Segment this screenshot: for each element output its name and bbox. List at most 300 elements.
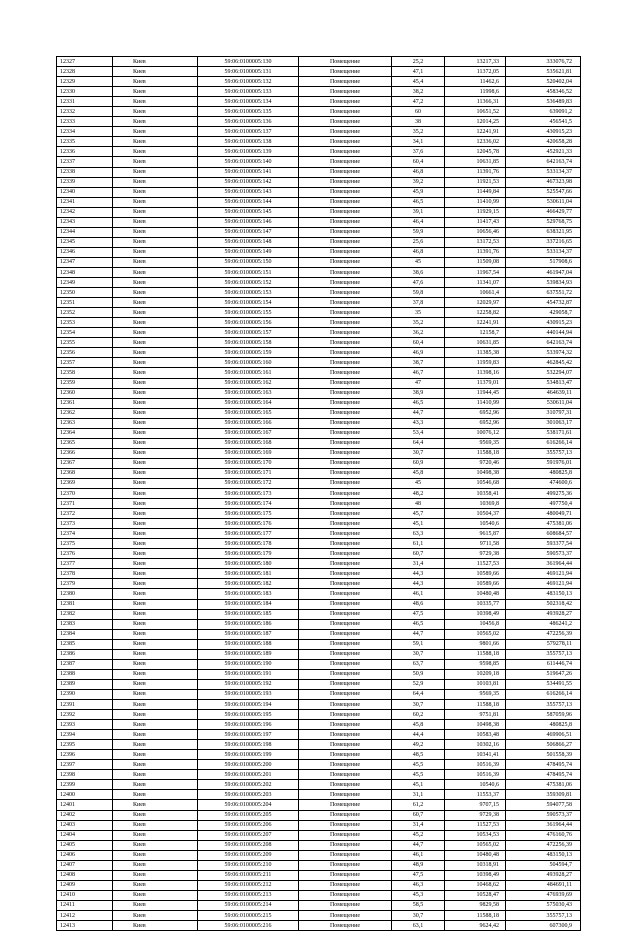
price-per-unit-cell: 10565,02 <box>445 629 506 639</box>
cadastral-number-cell: 59:06:0100005:205 <box>198 810 299 820</box>
cadastral-number-cell: 59:06:0100005:186 <box>198 619 299 629</box>
property-table <box>56 56 581 931</box>
city-cell: Киев <box>113 157 198 167</box>
total-value-cell: 493928,27 <box>506 870 581 880</box>
city-cell: Киев <box>113 57 198 67</box>
table-row <box>57 147 581 157</box>
price-per-unit-cell: 9801,66 <box>445 639 506 649</box>
total-value-cell: 593377,54 <box>506 539 581 549</box>
area-cell: 31,4 <box>392 820 445 830</box>
object-type-cell: Помещение <box>299 298 392 308</box>
price-per-unit-cell: 11527,53 <box>445 559 506 569</box>
cadastral-number-cell: 59:06:0100005:164 <box>198 398 299 408</box>
object-type-cell: Помещение <box>299 167 392 177</box>
row-number-cell: 12387 <box>57 659 113 669</box>
row-number-cell: 12331 <box>57 97 113 107</box>
area-cell: 44,7 <box>392 408 445 418</box>
row-number-cell: 12374 <box>57 529 113 539</box>
row-number-cell: 12328 <box>57 67 113 77</box>
object-type-cell: Помещение <box>299 720 392 730</box>
city-cell: Киев <box>113 87 198 97</box>
object-type-cell: Помещение <box>299 750 392 760</box>
cadastral-number-cell: 59:06:0100005:192 <box>198 679 299 689</box>
table-row <box>57 559 581 569</box>
table-row <box>57 207 581 217</box>
price-per-unit-cell: 11462,6 <box>445 77 506 87</box>
cadastral-number-cell: 59:06:0100005:137 <box>198 127 299 137</box>
row-number-cell: 12366 <box>57 448 113 458</box>
object-type-cell: Помещение <box>299 77 392 87</box>
table-row <box>57 137 581 147</box>
area-cell: 44,4 <box>392 730 445 740</box>
area-cell: 46,1 <box>392 850 445 860</box>
area-cell: 46,3 <box>392 880 445 890</box>
table-body <box>57 57 581 931</box>
row-number-cell: 12371 <box>57 499 113 509</box>
city-cell: Киев <box>113 559 198 569</box>
table-row <box>57 267 581 277</box>
city-cell: Киев <box>113 398 198 408</box>
row-number-cell: 12350 <box>57 288 113 298</box>
total-value-cell: 478495,74 <box>506 760 581 770</box>
table-row <box>57 509 581 519</box>
total-value-cell: 429058,7 <box>506 308 581 318</box>
total-value-cell: 355757,13 <box>506 649 581 659</box>
price-per-unit-cell: 10516,39 <box>445 760 506 770</box>
total-value-cell: 480049,71 <box>506 509 581 519</box>
row-number-cell: 12409 <box>57 880 113 890</box>
price-per-unit-cell: 11921,53 <box>445 177 506 187</box>
city-cell: Киев <box>113 358 198 368</box>
price-per-unit-cell: 11372,05 <box>445 67 506 77</box>
cadastral-number-cell: 59:06:0100005:167 <box>198 428 299 438</box>
table-row <box>57 438 581 448</box>
table-row <box>57 720 581 730</box>
object-type-cell: Помещение <box>299 388 392 398</box>
cadastral-number-cell: 59:06:0100005:178 <box>198 539 299 549</box>
area-cell: 45,2 <box>392 830 445 840</box>
total-value-cell: 608684,57 <box>506 529 581 539</box>
table-row <box>57 288 581 298</box>
cadastral-number-cell: 59:06:0100005:195 <box>198 710 299 720</box>
total-value-cell: 430915,23 <box>506 127 581 137</box>
table-row <box>57 589 581 599</box>
table-row <box>57 519 581 529</box>
city-cell: Киев <box>113 659 198 669</box>
city-cell: Киев <box>113 800 198 810</box>
price-per-unit-cell: 10540,6 <box>445 780 506 790</box>
price-per-unit-cell: 10318,91 <box>445 860 506 870</box>
area-cell: 47 <box>392 378 445 388</box>
price-per-unit-cell: 10341,41 <box>445 750 506 760</box>
city-cell: Киев <box>113 348 198 358</box>
total-value-cell: 529768,75 <box>506 217 581 227</box>
row-number-cell: 12365 <box>57 438 113 448</box>
price-per-unit-cell: 9624,42 <box>445 921 506 931</box>
cadastral-number-cell: 59:06:0100005:163 <box>198 388 299 398</box>
city-cell: Киев <box>113 700 198 710</box>
table-row <box>57 780 581 790</box>
cadastral-number-cell: 59:06:0100005:158 <box>198 338 299 348</box>
price-per-unit-cell: 10651,52 <box>445 107 506 117</box>
price-per-unit-cell: 6952,96 <box>445 408 506 418</box>
price-per-unit-cell: 9729,38 <box>445 810 506 820</box>
price-per-unit-cell: 10565,02 <box>445 840 506 850</box>
price-per-unit-cell: 11588,18 <box>445 700 506 710</box>
object-type-cell: Помещение <box>299 569 392 579</box>
cadastral-number-cell: 59:06:0100005:191 <box>198 669 299 679</box>
table-row <box>57 398 581 408</box>
area-cell: 63,7 <box>392 659 445 669</box>
table-row <box>57 700 581 710</box>
area-cell: 36,2 <box>392 328 445 338</box>
price-per-unit-cell: 11588,18 <box>445 910 506 920</box>
city-cell: Киев <box>113 609 198 619</box>
table-row <box>57 318 581 328</box>
price-per-unit-cell: 11366,31 <box>445 97 506 107</box>
row-number-cell: 12408 <box>57 870 113 880</box>
table-row <box>57 77 581 87</box>
cadastral-number-cell: 59:06:0100005:206 <box>198 820 299 830</box>
table-row <box>57 418 581 428</box>
row-number-cell: 12375 <box>57 539 113 549</box>
total-value-cell: 611446,74 <box>506 659 581 669</box>
area-cell: 45,1 <box>392 519 445 529</box>
price-per-unit-cell: 10456,8 <box>445 619 506 629</box>
row-number-cell: 12386 <box>57 649 113 659</box>
cadastral-number-cell: 59:06:0100005:136 <box>198 117 299 127</box>
price-per-unit-cell: 9598,85 <box>445 659 506 669</box>
cadastral-number-cell: 59:06:0100005:140 <box>198 157 299 167</box>
document-page <box>56 56 580 931</box>
cadastral-number-cell: 59:06:0100005:160 <box>198 358 299 368</box>
row-number-cell: 12368 <box>57 468 113 478</box>
price-per-unit-cell: 11417,43 <box>445 217 506 227</box>
cadastral-number-cell: 59:06:0100005:143 <box>198 187 299 197</box>
object-type-cell: Помещение <box>299 629 392 639</box>
area-cell: 45,8 <box>392 468 445 478</box>
cadastral-number-cell: 59:06:0100005:166 <box>198 418 299 428</box>
row-number-cell: 12412 <box>57 910 113 920</box>
total-value-cell: 535621,81 <box>506 67 581 77</box>
table-row <box>57 529 581 539</box>
table-row <box>57 549 581 559</box>
city-cell: Киев <box>113 67 198 77</box>
object-type-cell: Помещение <box>299 730 392 740</box>
table-row <box>57 408 581 418</box>
row-number-cell: 12385 <box>57 639 113 649</box>
row-number-cell: 12396 <box>57 750 113 760</box>
price-per-unit-cell: 11385,38 <box>445 348 506 358</box>
cadastral-number-cell: 59:06:0100005:211 <box>198 870 299 880</box>
total-value-cell: 476939,69 <box>506 890 581 900</box>
area-cell: 39,2 <box>392 177 445 187</box>
object-type-cell: Помещение <box>299 438 392 448</box>
object-type-cell: Помещение <box>299 227 392 237</box>
total-value-cell: 590573,37 <box>506 549 581 559</box>
row-number-cell: 12329 <box>57 77 113 87</box>
cadastral-number-cell: 59:06:0100005:168 <box>198 438 299 448</box>
cadastral-number-cell: 59:06:0100005:214 <box>198 900 299 910</box>
total-value-cell: 361964,44 <box>506 820 581 830</box>
object-type-cell: Помещение <box>299 890 392 900</box>
object-type-cell: Помещение <box>299 207 392 217</box>
cadastral-number-cell: 59:06:0100005:148 <box>198 237 299 247</box>
price-per-unit-cell: 11410,99 <box>445 398 506 408</box>
row-number-cell: 12344 <box>57 227 113 237</box>
total-value-cell: 474600,6 <box>506 478 581 488</box>
row-number-cell: 12370 <box>57 489 113 499</box>
total-value-cell: 484691,11 <box>506 880 581 890</box>
object-type-cell: Помещение <box>299 609 392 619</box>
total-value-cell: 464639,11 <box>506 388 581 398</box>
row-number-cell: 12405 <box>57 840 113 850</box>
row-number-cell: 12378 <box>57 569 113 579</box>
table-row <box>57 338 581 348</box>
object-type-cell: Помещение <box>299 850 392 860</box>
table-row <box>57 870 581 880</box>
area-cell: 47,5 <box>392 870 445 880</box>
total-value-cell: 533134,37 <box>506 247 581 257</box>
object-type-cell: Помещение <box>299 519 392 529</box>
city-cell: Киев <box>113 679 198 689</box>
area-cell: 45,8 <box>392 720 445 730</box>
total-value-cell: 534813,47 <box>506 378 581 388</box>
cadastral-number-cell: 59:06:0100005:159 <box>198 348 299 358</box>
city-cell: Киев <box>113 77 198 87</box>
city-cell: Киев <box>113 780 198 790</box>
cadastral-number-cell: 59:06:0100005:184 <box>198 599 299 609</box>
area-cell: 31,1 <box>392 790 445 800</box>
city-cell: Киев <box>113 117 198 127</box>
price-per-unit-cell: 10528,47 <box>445 890 506 900</box>
area-cell: 47,6 <box>392 278 445 288</box>
table-row <box>57 659 581 669</box>
area-cell: 48,2 <box>392 489 445 499</box>
cadastral-number-cell: 59:06:0100005:155 <box>198 308 299 318</box>
city-cell: Киев <box>113 478 198 488</box>
total-value-cell: 539834,93 <box>506 278 581 288</box>
area-cell: 38,6 <box>392 267 445 277</box>
cadastral-number-cell: 59:06:0100005:131 <box>198 67 299 77</box>
total-value-cell: 497750,4 <box>506 499 581 509</box>
total-value-cell: 472256,39 <box>506 629 581 639</box>
cadastral-number-cell: 59:06:0100005:145 <box>198 207 299 217</box>
table-row <box>57 87 581 97</box>
cadastral-number-cell: 59:06:0100005:156 <box>198 318 299 328</box>
price-per-unit-cell: 9829,58 <box>445 900 506 910</box>
row-number-cell: 12403 <box>57 820 113 830</box>
cadastral-number-cell: 59:06:0100005:161 <box>198 368 299 378</box>
price-per-unit-cell: 10504,37 <box>445 509 506 519</box>
object-type-cell: Помещение <box>299 860 392 870</box>
table-row <box>57 167 581 177</box>
price-per-unit-cell: 10589,66 <box>445 569 506 579</box>
total-value-cell: 538171,61 <box>506 428 581 438</box>
table-row <box>57 177 581 187</box>
object-type-cell: Помещение <box>299 900 392 910</box>
cadastral-number-cell: 59:06:0100005:190 <box>198 659 299 669</box>
area-cell: 45,9 <box>392 187 445 197</box>
area-cell: 58,5 <box>392 900 445 910</box>
city-cell: Киев <box>113 499 198 509</box>
area-cell: 46,8 <box>392 167 445 177</box>
city-cell: Киев <box>113 137 198 147</box>
row-number-cell: 12395 <box>57 740 113 750</box>
cadastral-number-cell: 59:06:0100005:141 <box>198 167 299 177</box>
object-type-cell: Помещение <box>299 870 392 880</box>
price-per-unit-cell: 10631,85 <box>445 338 506 348</box>
total-value-cell: 532294,07 <box>506 368 581 378</box>
object-type-cell: Помещение <box>299 549 392 559</box>
object-type-cell: Помещение <box>299 579 392 589</box>
city-cell: Киев <box>113 890 198 900</box>
area-cell: 45,1 <box>392 780 445 790</box>
row-number-cell: 12334 <box>57 127 113 137</box>
object-type-cell: Помещение <box>299 770 392 780</box>
price-per-unit-cell: 10468,62 <box>445 880 506 890</box>
object-type-cell: Помещение <box>299 760 392 770</box>
city-cell: Киев <box>113 167 198 177</box>
city-cell: Киев <box>113 519 198 529</box>
total-value-cell: 420658,28 <box>506 137 581 147</box>
price-per-unit-cell: 13217,33 <box>445 57 506 67</box>
table-row <box>57 619 581 629</box>
total-value-cell: 504594,7 <box>506 860 581 870</box>
table-row <box>57 368 581 378</box>
row-number-cell: 12369 <box>57 478 113 488</box>
object-type-cell: Помещение <box>299 368 392 378</box>
price-per-unit-cell: 10358,41 <box>445 489 506 499</box>
area-cell: 61,2 <box>392 800 445 810</box>
table-row <box>57 820 581 830</box>
object-type-cell: Помещение <box>299 177 392 187</box>
cadastral-number-cell: 59:06:0100005:207 <box>198 830 299 840</box>
object-type-cell: Помещение <box>299 830 392 840</box>
cadastral-number-cell: 59:06:0100005:188 <box>198 639 299 649</box>
price-per-unit-cell: 11391,76 <box>445 247 506 257</box>
object-type-cell: Помещение <box>299 257 392 267</box>
table-row <box>57 689 581 699</box>
city-cell: Киев <box>113 147 198 157</box>
price-per-unit-cell: 9729,38 <box>445 549 506 559</box>
total-value-cell: 359309,81 <box>506 790 581 800</box>
total-value-cell: 333076,72 <box>506 57 581 67</box>
cadastral-number-cell: 59:06:0100005:179 <box>198 549 299 559</box>
city-cell: Киев <box>113 318 198 328</box>
price-per-unit-cell: 11527,53 <box>445 820 506 830</box>
total-value-cell: 476160,76 <box>506 830 581 840</box>
area-cell: 31,4 <box>392 559 445 569</box>
area-cell: 35 <box>392 308 445 318</box>
price-per-unit-cell: 11341,07 <box>445 278 506 288</box>
object-type-cell: Помещение <box>299 308 392 318</box>
object-type-cell: Помещение <box>299 97 392 107</box>
total-value-cell: 361964,44 <box>506 559 581 569</box>
cadastral-number-cell: 59:06:0100005:154 <box>198 298 299 308</box>
price-per-unit-cell: 11929,15 <box>445 207 506 217</box>
total-value-cell: 534491,55 <box>506 679 581 689</box>
city-cell: Киев <box>113 810 198 820</box>
object-type-cell: Помещение <box>299 87 392 97</box>
cadastral-number-cell: 59:06:0100005:204 <box>198 800 299 810</box>
total-value-cell: 594077,58 <box>506 800 581 810</box>
cadastral-number-cell: 59:06:0100005:202 <box>198 780 299 790</box>
cadastral-number-cell: 59:06:0100005:170 <box>198 458 299 468</box>
object-type-cell: Помещение <box>299 820 392 830</box>
price-per-unit-cell: 10583,48 <box>445 730 506 740</box>
total-value-cell: 467323,98 <box>506 177 581 187</box>
object-type-cell: Помещение <box>299 157 392 167</box>
cadastral-number-cell: 59:06:0100005:193 <box>198 689 299 699</box>
price-per-unit-cell: 9569,35 <box>445 689 506 699</box>
price-per-unit-cell: 11398,16 <box>445 368 506 378</box>
row-number-cell: 12341 <box>57 197 113 207</box>
object-type-cell: Помещение <box>299 509 392 519</box>
object-type-cell: Помещение <box>299 247 392 257</box>
city-cell: Киев <box>113 599 198 609</box>
price-per-unit-cell: 10631,85 <box>445 157 506 167</box>
row-number-cell: 12400 <box>57 790 113 800</box>
area-cell: 45,5 <box>392 760 445 770</box>
object-type-cell: Помещение <box>299 740 392 750</box>
area-cell: 45,3 <box>392 890 445 900</box>
row-number-cell: 12351 <box>57 298 113 308</box>
row-number-cell: 12383 <box>57 619 113 629</box>
area-cell: 46,5 <box>392 619 445 629</box>
cadastral-number-cell: 59:06:0100005:152 <box>198 278 299 288</box>
row-number-cell: 12406 <box>57 850 113 860</box>
table-row <box>57 247 581 257</box>
cadastral-number-cell: 59:06:0100005:157 <box>198 328 299 338</box>
table-row <box>57 197 581 207</box>
area-cell: 44,7 <box>392 840 445 850</box>
row-number-cell: 12382 <box>57 609 113 619</box>
cadastral-number-cell: 59:06:0100005:130 <box>198 57 299 67</box>
row-number-cell: 12390 <box>57 689 113 699</box>
row-number-cell: 12367 <box>57 458 113 468</box>
city-cell: Киев <box>113 388 198 398</box>
object-type-cell: Помещение <box>299 318 392 328</box>
area-cell: 43,3 <box>392 418 445 428</box>
total-value-cell: 642163,74 <box>506 338 581 348</box>
object-type-cell: Помещение <box>299 67 392 77</box>
row-number-cell: 12391 <box>57 700 113 710</box>
total-value-cell: 480825,8 <box>506 720 581 730</box>
cadastral-number-cell: 59:06:0100005:176 <box>198 519 299 529</box>
cadastral-number-cell: 59:06:0100005:194 <box>198 700 299 710</box>
row-number-cell: 12372 <box>57 509 113 519</box>
area-cell: 45,5 <box>392 770 445 780</box>
cadastral-number-cell: 59:06:0100005:187 <box>198 629 299 639</box>
row-number-cell: 12355 <box>57 338 113 348</box>
row-number-cell: 12397 <box>57 760 113 770</box>
table-row <box>57 67 581 77</box>
row-number-cell: 12380 <box>57 589 113 599</box>
table-row <box>57 358 581 368</box>
area-cell: 46,5 <box>392 398 445 408</box>
price-per-unit-cell: 12158,7 <box>445 328 506 338</box>
total-value-cell: 472256,39 <box>506 840 581 850</box>
table-row <box>57 850 581 860</box>
cadastral-number-cell: 59:06:0100005:151 <box>198 267 299 277</box>
area-cell: 48,6 <box>392 599 445 609</box>
cadastral-number-cell: 59:06:0100005:177 <box>198 529 299 539</box>
city-cell: Киев <box>113 368 198 378</box>
total-value-cell: 607300,9 <box>506 921 581 931</box>
area-cell: 38,9 <box>392 388 445 398</box>
area-cell: 30,7 <box>392 910 445 920</box>
